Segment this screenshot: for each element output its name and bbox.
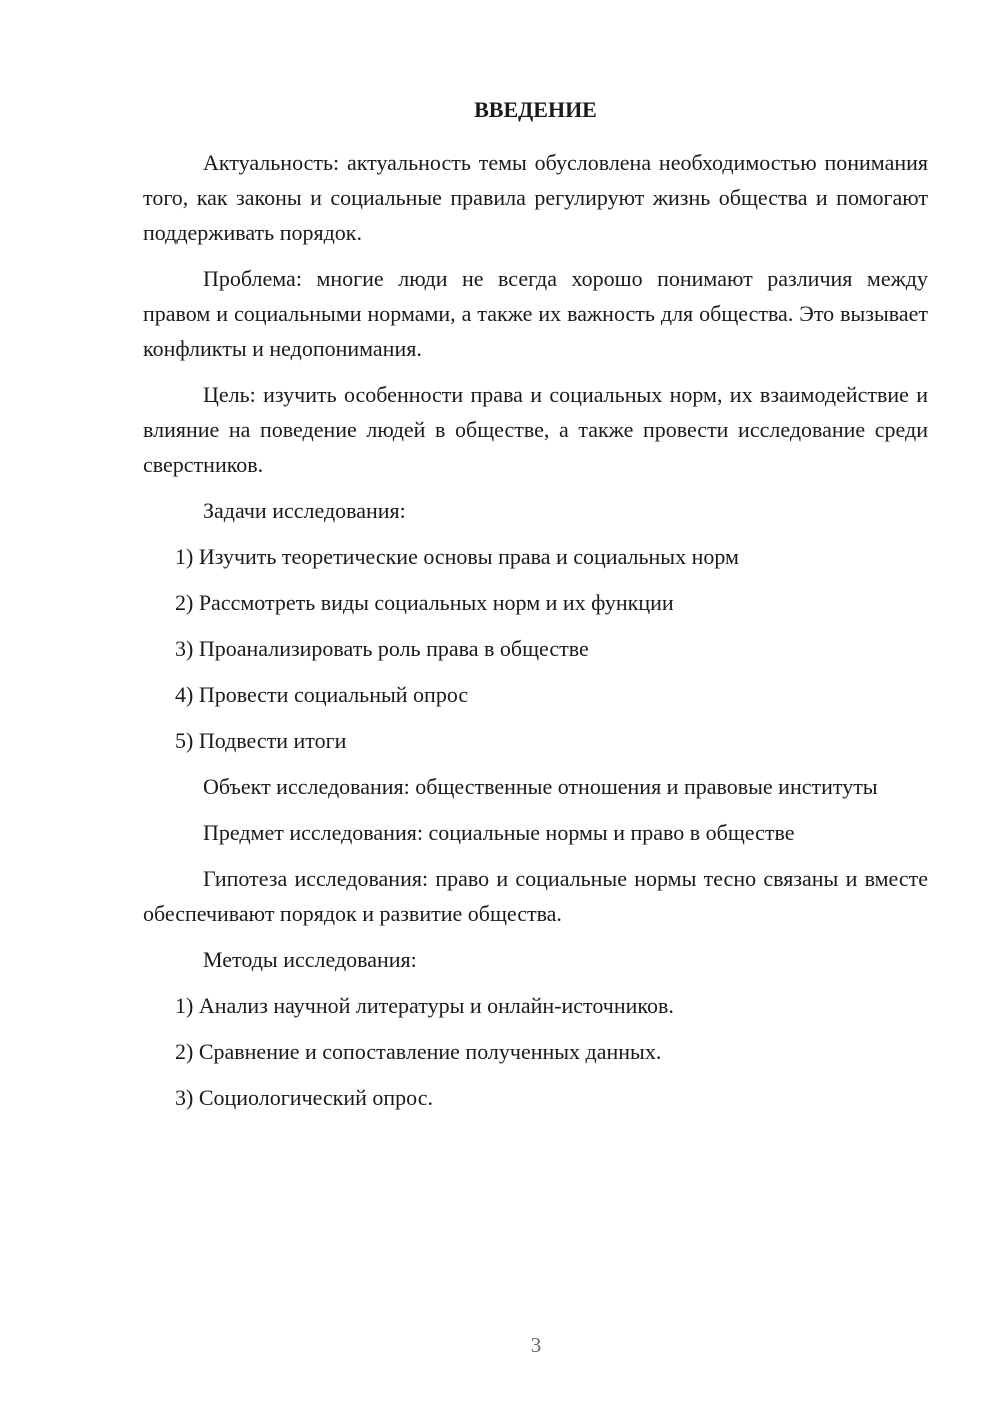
list-item: 3) Социологический опрос. (175, 1085, 433, 1110)
list-item: 2) Сравнение и сопоставление полученных данных. (175, 1039, 662, 1064)
goal-paragraph: Цель: изучить особенности права и социальных норм, их взаимодействие и влияние на поведение людей в обществе, а также провести исследование среди сверстников. (143, 382, 928, 477)
list-item: 5) Подвести итоги (175, 728, 347, 753)
list-item: 4) Провести социальный опрос (175, 682, 469, 707)
methods-heading: Методы исследования: (203, 947, 417, 972)
hypothesis-paragraph: Гипотеза исследования: право и социальные нормы тесно связаны и вместе обеспечивают порядок и развитие общества. (143, 866, 928, 926)
relevance-paragraph: Актуальность: актуальность темы обусловлена необходимостью понимания того, как законы и социальные правила регулируют жизнь общества и помогают поддерживать порядок. (143, 150, 928, 245)
object-paragraph: Объект исследования: общественные отношения и правовые институты (203, 774, 878, 799)
page-title: ВВЕДЕНИЕ (474, 97, 597, 122)
methods-list (143, 988, 928, 1115)
tasks-list (143, 539, 928, 758)
tasks-heading: Задачи исследования: (203, 498, 406, 523)
subject-paragraph: Предмет исследования: социальные нормы и право в обществе (203, 820, 795, 845)
page-number: 3 (530, 1333, 542, 1357)
list-item: 3) Проанализировать роль права в обществе (175, 636, 589, 661)
problem-paragraph: Проблема: многие люди не всегда хорошо понимают различия между правом и социальными нормами, а также их важность для общества. Это вызывает конфликты и недопонимания. (143, 266, 928, 361)
list-item: 1) Изучить теоретические основы права и социальных норм (175, 544, 739, 569)
page-content (143, 95, 928, 1126)
list-item: 2) Рассмотреть виды социальных норм и их функции (175, 590, 674, 615)
list-item: 1) Анализ научной литературы и онлайн-источников. (175, 993, 674, 1018)
